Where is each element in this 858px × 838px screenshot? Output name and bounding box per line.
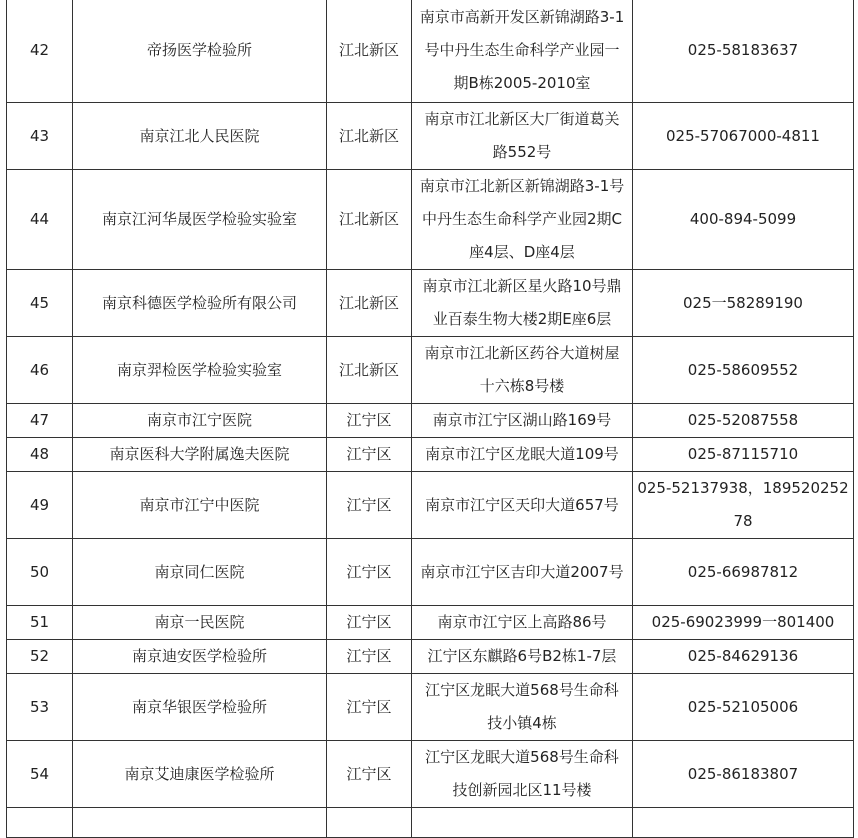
district: 江宁区	[327, 404, 412, 438]
phone-number: 400-894-5099	[633, 170, 854, 270]
institution-name: 南京艾迪康医学检验所	[73, 741, 327, 808]
address: 南京市江宁区龙眠大道109号	[412, 438, 633, 472]
institution-name: 南京迪安医学检验所	[73, 640, 327, 674]
phone-number: 025-66987812	[633, 539, 854, 606]
institution-name: 南京江河华晟医学检验实验室	[73, 170, 327, 270]
address: 南京市江北新区新锦湖路3-1号中丹生态生命科学产业园2期C座4层、D座4层	[412, 170, 633, 270]
row-number: 51	[7, 606, 73, 640]
address: 南京市江宁区天印大道657号	[412, 472, 633, 539]
row-number: 49	[7, 472, 73, 539]
row-number: 52	[7, 640, 73, 674]
table-row	[7, 674, 854, 741]
table-row	[7, 404, 854, 438]
phone-number: 025-52105006	[633, 674, 854, 741]
institution-name: 南京市江宁中医院	[73, 472, 327, 539]
district: 江宁区	[327, 674, 412, 741]
row-number: 53	[7, 674, 73, 741]
table-row	[7, 741, 854, 808]
table-row	[7, 170, 854, 270]
row-number: 44	[7, 170, 73, 270]
district: 江北新区	[327, 0, 412, 103]
address: 南京市江宁区湖山路169号	[412, 404, 633, 438]
phone-number: 025一58289190	[633, 270, 854, 337]
table-row	[7, 0, 854, 103]
institution-name: 南京一民医院	[73, 606, 327, 640]
institution-name: 南京江北人民医院	[73, 103, 327, 170]
district: 江北新区	[327, 270, 412, 337]
row-number: 54	[7, 741, 73, 808]
institution-name: 南京市江宁医院	[73, 404, 327, 438]
row-number: 48	[7, 438, 73, 472]
address: 南京市高新开发区新锦湖路3-1号中丹生态生命科学产业园一期B栋2005-2010室	[412, 0, 633, 103]
row-number: 46	[7, 337, 73, 404]
phone-number: 025-69023999一801400	[633, 606, 854, 640]
table-row	[7, 606, 854, 640]
address: 江宁区东麒路6号B2栋1-7层	[412, 640, 633, 674]
row-number: 43	[7, 103, 73, 170]
district: 江北新区	[327, 337, 412, 404]
phone-number: 025-87115710	[633, 438, 854, 472]
address: 南京市江宁区上高路86号	[412, 606, 633, 640]
phone-number: 025-57067000-4811	[633, 103, 854, 170]
table-row	[7, 472, 854, 539]
address: 南京市江北新区大厂街道葛关路552号	[412, 103, 633, 170]
table-row	[7, 640, 854, 674]
phone-number: 025-86183807	[633, 741, 854, 808]
address: 南京市江北新区药谷大道树屋十六栋8号楼	[412, 337, 633, 404]
institution-name: 南京华银医学检验所	[73, 674, 327, 741]
institution-name: 南京医科大学附属逸夫医院	[73, 438, 327, 472]
phone-number: 025-58609552	[633, 337, 854, 404]
district: 江宁区	[327, 606, 412, 640]
table-row	[7, 337, 854, 404]
district: 江宁区	[327, 438, 412, 472]
institution-name: 南京羿检医学检验实验室	[73, 337, 327, 404]
row-number: 45	[7, 270, 73, 337]
address: 南京市江北新区星火路10号鼎业百泰生物大楼2期E座6层	[412, 270, 633, 337]
district: 江宁区	[327, 539, 412, 606]
table-row	[7, 438, 854, 472]
document-table-container	[6, 0, 854, 838]
phone-number: 025-84629136	[633, 640, 854, 674]
address: 江宁区龙眠大道568号生命科技小镇4栋	[412, 674, 633, 741]
phone-number: 025-52087558	[633, 404, 854, 438]
row-number: 42	[7, 0, 73, 103]
institution-name: 帝扬医学检验所	[73, 0, 327, 103]
table-row-partial	[7, 808, 854, 838]
institution-name: 南京同仁医院	[73, 539, 327, 606]
table-row	[7, 103, 854, 170]
address: 南京市江宁区吉印大道2007号	[412, 539, 633, 606]
district: 江北新区	[327, 103, 412, 170]
phone-number: 025-52137938，18952025278	[633, 472, 854, 539]
table-row	[7, 539, 854, 606]
testing-institutions-table	[6, 0, 854, 838]
table-row	[7, 270, 854, 337]
phone-number: 025-58183637	[633, 0, 854, 103]
district: 江宁区	[327, 640, 412, 674]
row-number: 50	[7, 539, 73, 606]
address: 江宁区龙眠大道568号生命科技创新园北区11号楼	[412, 741, 633, 808]
institution-name: 南京科德医学检验所有限公司	[73, 270, 327, 337]
district: 江北新区	[327, 170, 412, 270]
district: 江宁区	[327, 472, 412, 539]
district: 江宁区	[327, 741, 412, 808]
row-number: 47	[7, 404, 73, 438]
